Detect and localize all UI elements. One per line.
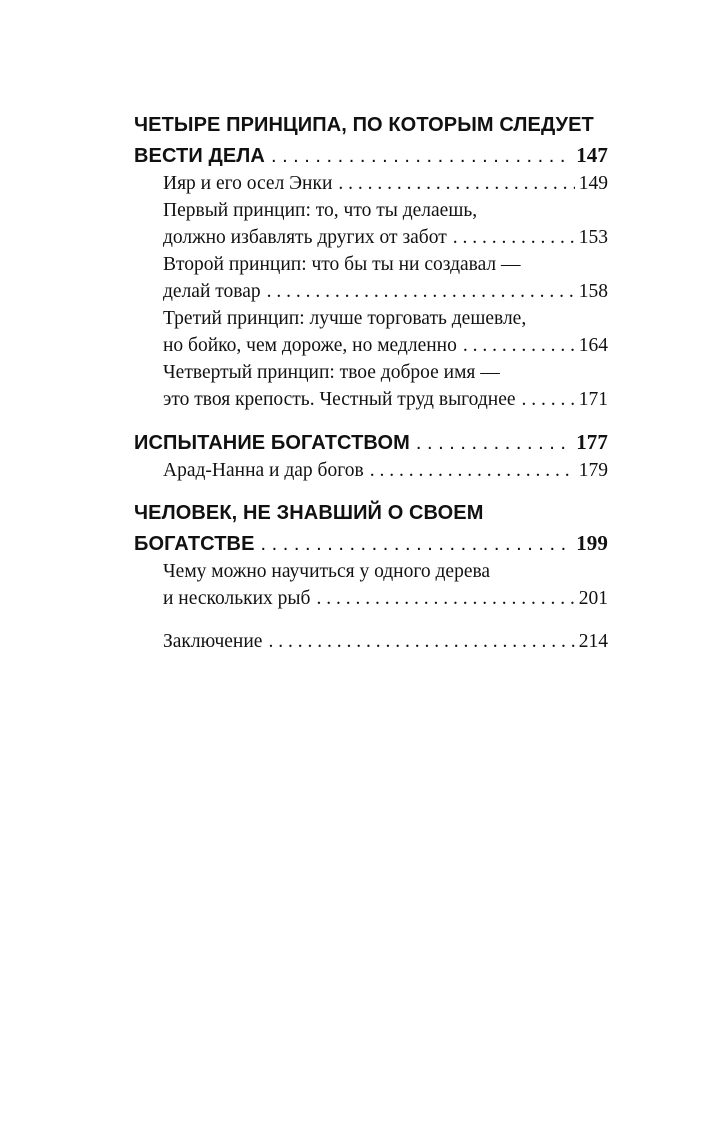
toc-entry bbox=[134, 305, 608, 359]
toc-entry bbox=[134, 197, 608, 251]
dot-leader bbox=[338, 170, 574, 197]
dot-leader bbox=[261, 529, 567, 559]
entry-line bbox=[163, 170, 608, 197]
dot-leader bbox=[267, 278, 575, 305]
toc-entry bbox=[134, 457, 608, 484]
entry-text: Первый принцип: то, что ты делаешь, bbox=[163, 200, 478, 221]
toc-entry bbox=[134, 251, 608, 305]
dot-leader bbox=[268, 628, 574, 655]
page-number: 179 bbox=[578, 460, 608, 481]
page-number: 147 bbox=[576, 143, 608, 167]
entry-text: Заключение bbox=[163, 631, 263, 652]
entry-text: Чему можно научиться у одного дерева bbox=[163, 561, 491, 582]
entry-text: Четвертый принцип: твое доброе имя — bbox=[163, 362, 500, 383]
toc-entry bbox=[134, 558, 608, 612]
toc-section bbox=[134, 427, 608, 484]
page-number: 153 bbox=[578, 227, 608, 248]
entry-text: Ияр и его осел Энки bbox=[163, 173, 333, 194]
entry-line bbox=[163, 197, 608, 224]
toc-section bbox=[134, 110, 608, 413]
dot-leader bbox=[370, 457, 575, 484]
entry-text: Второй принцип: что бы ты ни создавал — bbox=[163, 254, 521, 275]
entry-text: и нескольких рыб bbox=[163, 588, 311, 609]
section-heading-line bbox=[134, 498, 608, 528]
entry-line bbox=[163, 386, 608, 413]
page-number: 199 bbox=[576, 531, 608, 555]
dot-leader bbox=[453, 224, 575, 251]
toc-entry bbox=[134, 359, 608, 413]
section-heading-text: ЧЕТЫРЕ ПРИНЦИПА, ПО КОТОРЫМ СЛЕДУЕТ bbox=[134, 114, 594, 136]
entry-text: это твоя крепость. Честный труд выгоднее bbox=[163, 389, 516, 410]
toc-section bbox=[134, 498, 608, 612]
dot-leader bbox=[522, 386, 575, 413]
section-heading-line bbox=[134, 140, 608, 170]
dot-leader bbox=[416, 428, 566, 458]
entry-line bbox=[163, 224, 608, 251]
entry-line bbox=[163, 278, 608, 305]
dot-leader bbox=[463, 332, 575, 359]
entry-text: делай товар bbox=[163, 281, 261, 302]
entry-text: Арад-Нанна и дар богов bbox=[163, 460, 364, 481]
page-number: 171 bbox=[578, 389, 608, 410]
entry-line bbox=[163, 457, 608, 484]
dot-leader bbox=[271, 141, 566, 171]
page-number: 201 bbox=[578, 588, 608, 609]
dot-leader bbox=[316, 585, 574, 612]
page-number: 164 bbox=[578, 335, 608, 356]
section-heading-line bbox=[134, 528, 608, 558]
toc-closing-entry bbox=[134, 628, 608, 655]
entry-text: но бойко, чем дороже, но медленно bbox=[163, 335, 457, 356]
entry-line bbox=[163, 359, 608, 386]
page-number: 149 bbox=[578, 173, 608, 194]
entry-line bbox=[163, 305, 608, 332]
entry-line bbox=[163, 628, 608, 655]
entry-line bbox=[163, 585, 608, 612]
entry-line bbox=[163, 251, 608, 278]
page-number: 214 bbox=[578, 631, 608, 652]
table-of-contents bbox=[134, 110, 608, 655]
page-number: 158 bbox=[578, 281, 608, 302]
section-heading-text: ЧЕЛОВЕК, НЕ ЗНАВШИЙ О СВОЕМ bbox=[134, 502, 484, 524]
entry-line bbox=[163, 558, 608, 585]
section-heading-text: БОГАТСТВЕ bbox=[134, 533, 255, 555]
entry-text: должно избавлять других от забот bbox=[163, 227, 447, 248]
toc-entry bbox=[134, 170, 608, 197]
section-heading-line bbox=[134, 427, 608, 457]
entry-line bbox=[163, 332, 608, 359]
entry-text: Третий принцип: лучше торговать дешевле, bbox=[163, 308, 527, 329]
section-heading-text: ИСПЫТАНИЕ БОГАТСТВОМ bbox=[134, 432, 410, 454]
page-number: 177 bbox=[576, 430, 608, 454]
section-heading-text: ВЕСТИ ДЕЛА bbox=[134, 145, 265, 167]
section-heading-line bbox=[134, 110, 608, 140]
